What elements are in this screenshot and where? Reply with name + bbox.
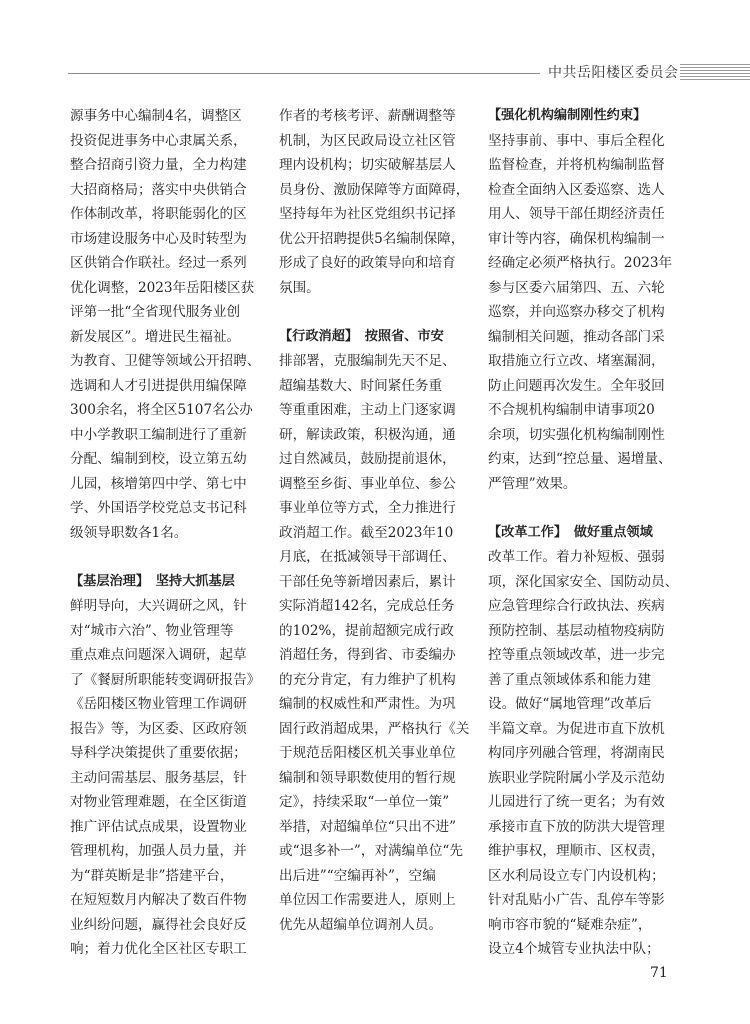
paragraph-gap [279, 300, 469, 325]
text-line: 市场建设服务中心及时转型为 [70, 230, 247, 247]
text-line: 编制和领导职数使用的暂行规 [279, 769, 456, 786]
page-number: 71 [650, 965, 668, 981]
text-line: 推广评估试点成果，设置物业 [70, 818, 247, 835]
text-line: 设立4个城管专业执法中队； [488, 941, 660, 957]
header-stripe-decoration [680, 64, 750, 80]
text-line: 月底，在抵减领导干部调任、 [279, 549, 456, 565]
text-line: 响；着力优化全区社区专职工 [70, 941, 247, 957]
text-line: 约束，达到“控总量、遏增量、 [488, 451, 672, 467]
text-line: 管理机构，加强人员力量，并 [70, 843, 247, 859]
text-line: 防止问题再次发生。全年驳回 [488, 377, 665, 394]
text-line: 理内设机构；切实破解基层人 [279, 157, 456, 173]
text-line: 氛围。 [279, 279, 320, 296]
text-line: 定》，持续采取“一单位一策” [279, 794, 450, 810]
text-line: 改革工作。着力补短板、强弱 [488, 549, 665, 565]
text-line: 为“群英断是非”搭建平台， [70, 867, 234, 884]
text-column-left [70, 104, 260, 962]
text-line: 《岳阳楼区物业管理工作调研 [70, 696, 247, 712]
text-line: 出后进”“空编再补”，空编 [279, 867, 436, 884]
text-line: 作者的考核考评、薪酬调整等 [279, 108, 456, 124]
text-line: 级领导职数各1名。 [70, 524, 188, 541]
text-line: 严管理”效果。 [488, 475, 577, 492]
section-heading-line: 【行政消超】 按照省、市安 [279, 328, 444, 344]
text-line: 固行政消超成果，严格执行《关 [279, 720, 469, 737]
header-rule [68, 73, 540, 74]
text-column-middle [279, 104, 469, 937]
text-line: 事业单位等方式，全力推进行 [279, 500, 456, 516]
text-line: 在短短数月内解决了数百件物 [70, 892, 247, 908]
text-line: 作体制改革，将职能弱化的区 [70, 206, 247, 222]
text-line: 巡察，并向巡察办移交了机构 [488, 304, 665, 320]
text-line: 取措施立行立改、堵塞漏洞， [488, 353, 665, 369]
text-line: 经确定必须严格执行。2023年 [488, 255, 673, 271]
text-line: 设。做好“属地管理”改革后 [488, 696, 652, 712]
text-line: 维护事权，理顺市、区权责， [488, 843, 665, 859]
text-line: 不合规机构编制申请事项20 [488, 402, 655, 418]
text-line: 超编基数大、时间紧任务重 [279, 377, 443, 394]
text-line: 等重重困难，主动上门逐家调 [279, 402, 456, 418]
text-line: 响市容市貌的“疑难杂症”， [488, 916, 652, 933]
text-line: 善了重点领域体系和能力建 [488, 671, 652, 688]
text-line: 新发展区”。增进民生福祉。 [70, 328, 241, 345]
text-line: 坚持事前、事中、事后全程化 [488, 132, 665, 149]
text-line: 用人、领导干部任期经济责任 [488, 206, 665, 222]
text-line: 构同序列融合管理，将湖南民 [488, 745, 665, 761]
text-line: 政消超工作。截至2023年10 [279, 524, 454, 541]
text-line: 单位因工作需要进人，原则上 [279, 892, 456, 908]
text-line: 半篇文章。为促进市直下放机 [488, 720, 665, 737]
text-line: 干部任免等新增因素后，累计 [279, 573, 456, 590]
text-line: 举措，对超编单位“只出不进” [279, 818, 457, 835]
text-line: 族职业学院附属小学及示范幼 [488, 769, 665, 786]
text-line: 对物业管理难题，在全区街道 [70, 794, 247, 810]
text-line: 儿园进行了统一更名；为有效 [488, 794, 665, 810]
text-line: 大招商格局；落实中央供销合 [70, 181, 247, 198]
text-line: 研，解读政策，积极沟通，通 [279, 426, 456, 443]
text-line: 或“退多补一”，对满编单位“先 [279, 843, 463, 859]
text-line: 于规范岳阳楼区机关事业单位 [279, 745, 456, 761]
text-line: 坚持每年为社区党组织书记择 [279, 206, 456, 222]
text-line: 整合招商引资力量，全力构建 [70, 157, 247, 173]
text-line: 调整至乡街、事业单位、参公 [279, 475, 456, 492]
text-line: 为教育、卫健等领域公开招聘、 [70, 353, 260, 369]
text-line: 的102%，提前超额完成行政 [279, 622, 454, 639]
text-line: 项，深化国家安全、国防动员、 [488, 573, 678, 590]
text-line: 中小学教职工编制进行了重新 [70, 426, 247, 443]
text-line: 预防控制、基层动植物疫病防 [488, 622, 665, 639]
text-line: 投资促进事务中心隶属关系， [70, 132, 247, 149]
text-line: 儿园，核增第四中学、第七中 [70, 475, 247, 492]
text-line: 重点难点问题深入调研，起草 [70, 647, 247, 663]
section-heading-line: 【改革工作】 做好重点领域 [488, 524, 653, 540]
text-line: 学、外国语学校党总支书记科 [70, 500, 247, 516]
text-line: 报告》等，为区委、区政府领 [70, 720, 247, 737]
text-line: 源事务中心编制4名，调整区 [70, 108, 242, 124]
text-line: 编制相关问题，推动各部门采 [488, 328, 665, 345]
text-line: 机制，为区民政局设立社区管 [279, 132, 456, 149]
text-line: 承接市直下放的防洪大堤管理 [488, 818, 665, 835]
text-line: 针对乱贴小广告、乱停车等影 [488, 892, 665, 908]
text-line: 优化调整，2023年岳阳楼区获 [70, 279, 255, 296]
text-line: 区供销合作联社。经过一系列 [70, 255, 247, 271]
text-line: 的充分肯定，有力维护了机构 [279, 671, 456, 688]
text-line: 形成了良好的政策导向和培育 [279, 255, 456, 271]
running-header [0, 0, 750, 90]
text-line: 消超任务，得到省、市委编办 [279, 647, 456, 663]
text-line: 导科学决策提供了重要依据； [70, 745, 247, 761]
text-line: 排部署，克服编制先天不足、 [279, 353, 456, 369]
text-line: 应急管理综合行政执法、疾病 [488, 598, 665, 614]
text-line: 业纠纷问题，赢得社会良好反 [70, 916, 247, 933]
text-line: 审计等内容，确保机构编制一 [488, 230, 665, 247]
text-line: 评第一批“全省现代服务业创 [70, 304, 241, 320]
text-line: 分配、编制到校，设立第五幼 [70, 451, 247, 467]
section-heading-line: 【基层治理】 坚持大抓基层 [70, 573, 235, 589]
header-title: 中共岳阳楼区委员会 [548, 65, 679, 81]
text-line: 编制的权威性和严肃性。为巩 [279, 696, 456, 712]
text-line: 检查全面纳入区委巡察、选人 [488, 181, 665, 198]
text-line: 主动问需基层、服务基层，针 [70, 769, 247, 786]
text-column-right [488, 104, 678, 962]
text-line: 参与区委六届第四、五、六轮 [488, 279, 665, 296]
text-line: 控等重点领域改革，进一步完 [488, 647, 665, 663]
paragraph-gap [488, 496, 678, 521]
text-line: 监督检查，并将机构编制监督 [488, 157, 665, 173]
text-line: 员身份、激励保障等方面障碍， [279, 181, 469, 198]
paragraph-gap [70, 545, 260, 570]
text-line: 对“城市六治”、物业管理等 [70, 622, 234, 639]
text-line: 优先从超编单位调剂人员。 [279, 916, 443, 933]
text-line: 选调和人才引进提供用编保障 [70, 377, 247, 394]
text-line: 鲜明导向，大兴调研之风，针 [70, 598, 247, 614]
text-line: 优公开招聘提供5名编制保障， [279, 230, 465, 247]
text-line: 过自然减员，鼓励提前退休， [279, 451, 456, 467]
text-line: 实际消超142名，完成总任务 [279, 598, 455, 614]
section-heading-line: 【强化机构编制刚性约束】 [488, 108, 647, 123]
text-line: 区水利局设立专门内设机构； [488, 867, 665, 884]
text-line: 300余名，将全区5107名公办 [70, 402, 253, 418]
text-line: 余项，切实强化机构编制刚性 [488, 426, 665, 443]
text-line: 了《餐厨所职能转变调研报告》 [70, 671, 260, 688]
